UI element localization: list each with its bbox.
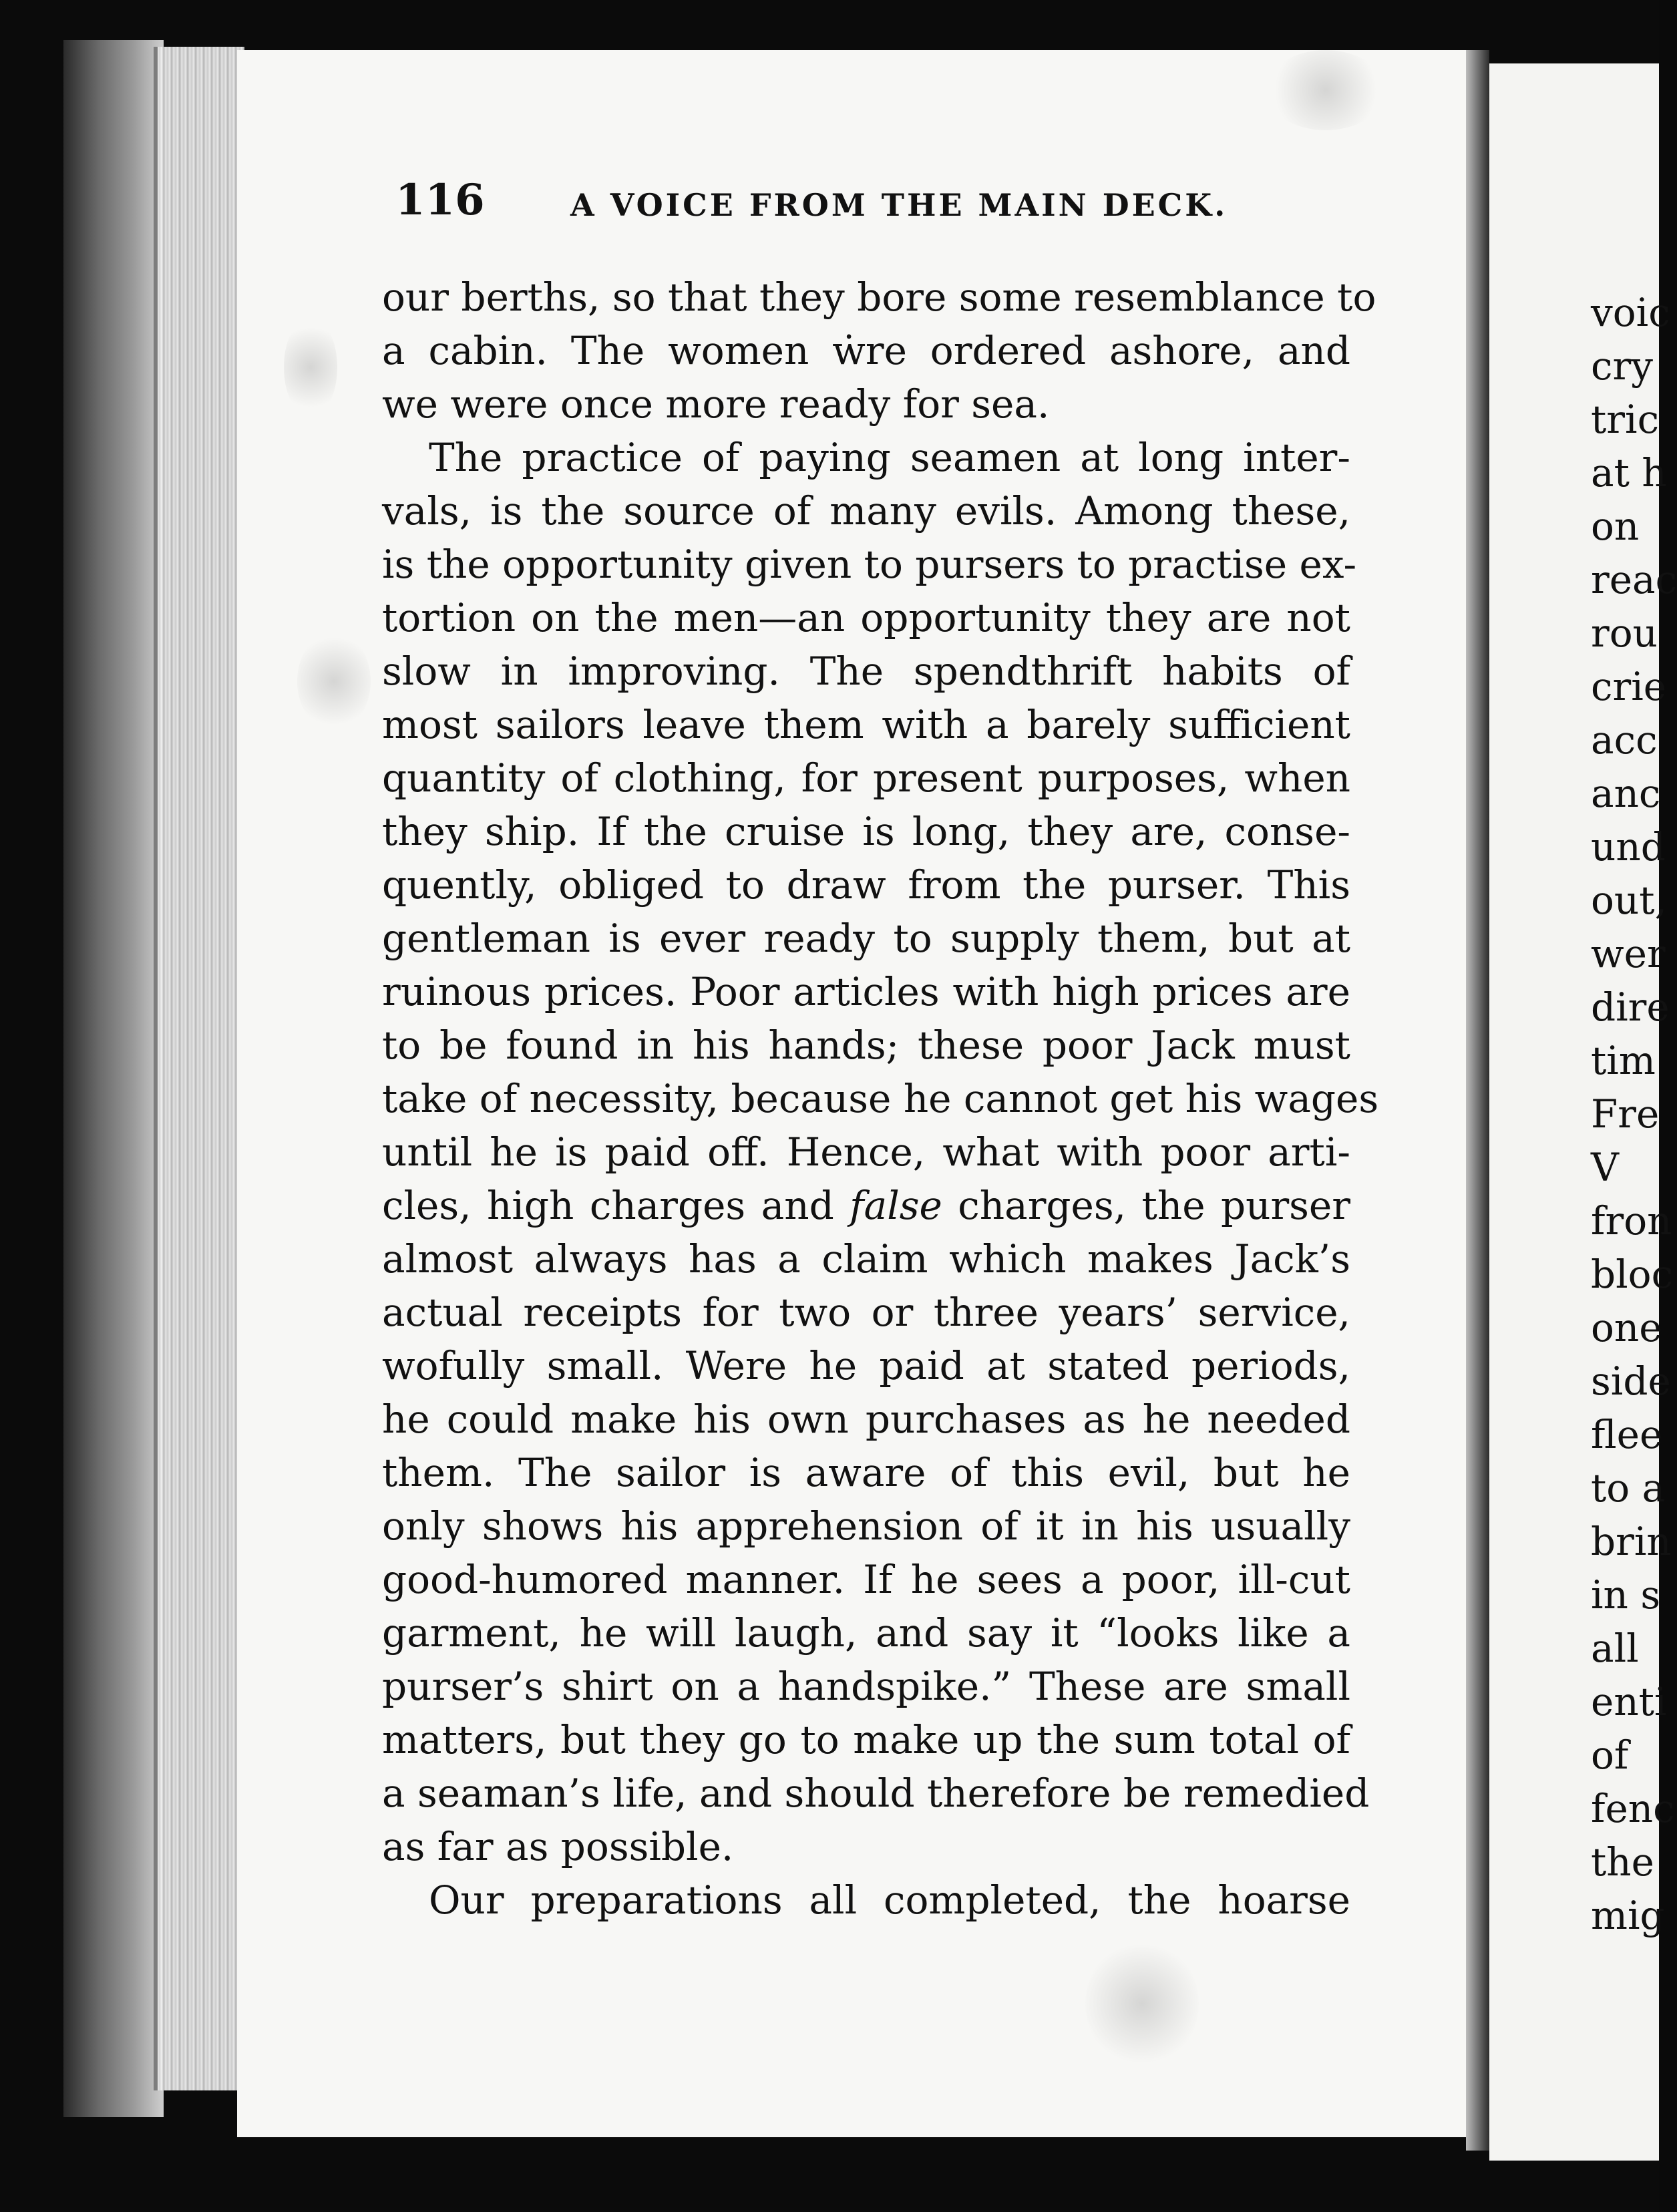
text-line: a cabin. The women ẇre ordered ashore, and [382,328,1350,373]
facing-line-fragment: Fre [1591,1091,1660,1137]
facing-line-fragment: bloc [1591,1252,1674,1297]
facing-line-fragment: tim [1591,1038,1656,1083]
text-line: until he is paid off. Hence, what with poor arti- [382,1129,1350,1175]
facing-line-fragment: reac [1591,557,1677,602]
text-line: almost always has a claim which makes Jack’s [382,1236,1350,1282]
text-line: tortion on the men—an opportunity they are not [382,595,1350,640]
text-line: he could make his own purchases as he needed [382,1397,1350,1442]
stain [284,317,337,417]
text-line: a seaman’s life, and should therefore be remedied [382,1771,1370,1816]
facing-line-fragment: mig [1591,1893,1665,1938]
text-line: quantity of clothing, for present purposes, when [382,755,1350,801]
binding-shadow [63,40,164,2117]
emphasized-word: false [850,1183,942,1228]
text-line: them. The sailor is aware of this evil, but he [382,1450,1350,1495]
facing-line-fragment: tric [1591,397,1660,442]
stain [1085,1940,1199,2067]
text-line: our berths, so that they bore some resemblance to [382,274,1376,320]
page-edges [154,47,244,2090]
text-line: gentleman is ever ready to supply them, but at [382,916,1350,961]
running-header [395,175,1350,235]
facing-line-fragment: on [1591,504,1640,549]
gutter-shadow [1466,50,1489,2151]
text-line: most sailors leave them with a barely sufficient [382,702,1350,747]
facing-line-fragment: wer [1591,931,1666,976]
text-line: garment, he will laugh, and say it “looks like a [382,1610,1350,1656]
facing-line-fragment: side [1591,1358,1671,1404]
text-line: cles, high charges and false charges, the purser [382,1183,1350,1228]
text-line: to be found in his hands; these poor Jack must [382,1023,1350,1068]
facing-line-fragment: flee [1591,1412,1663,1457]
facing-line-fragment: dire [1591,984,1670,1030]
text-line: they ship. If the cruise is long, they are, conse- [382,809,1350,854]
text-line: only shows his apprehension of it in his usually [382,1503,1350,1549]
body-text [382,270,1379,1927]
facing-line-fragment: the [1591,1839,1654,1885]
facing-line-fragment: cry [1591,343,1653,389]
text-line: The practice of paying seamen at long inter- [429,435,1350,480]
text-line: slow in improving. The spendthrift habits of [382,649,1350,694]
text-line: we were once more ready for sea. [382,381,1050,427]
facing-line-fragment: to a [1591,1465,1666,1511]
text-line: wofully small. Were he paid at stated periods, [382,1343,1350,1389]
text-line: actual receipts for two or three years’ service, [382,1290,1350,1335]
stain [1266,50,1386,130]
facing-line-fragment: fron [1591,1198,1672,1244]
facing-line-fragment: voic [1591,290,1670,335]
facing-line-fragment: of [1591,1732,1629,1778]
facing-line-fragment: rou [1591,610,1658,656]
facing-line-fragment: in s [1591,1572,1661,1618]
text-line: as far as possible. [382,1824,734,1869]
stain [297,631,371,731]
facing-line-fragment: crie [1591,664,1667,709]
facing-line-fragment: at h [1591,450,1667,496]
text-line: purser’s shirt on a handspike.” These are small [382,1664,1350,1709]
text-line: vals, is the source of many evils. Among these, [382,488,1350,534]
text-line: ruinous prices. Poor articles with high prices are [382,969,1350,1015]
facing-line-fragment: acc [1591,717,1658,763]
facing-line-fragment: V [1591,1145,1619,1190]
text-line: quently, obliged to draw from the purser. This [382,862,1350,908]
facing-page-text [1591,286,1677,1942]
facing-line-fragment: one [1591,1305,1662,1350]
page-number: 116 [395,175,485,225]
text-line: Our preparations all completed, the hoarse [429,1877,1350,1923]
facing-line-fragment: brin [1591,1519,1672,1564]
facing-line-fragment: all [1591,1626,1639,1671]
running-title: A VOICE FROM THE MAIN DECK. [570,187,1228,223]
text-line: good-humored manner. If he sees a poor, ill-cut [382,1557,1350,1602]
facing-line-fragment: anc [1591,771,1661,816]
text-line: is the opportunity given to pursers to practise ex- [382,542,1357,587]
facing-line-fragment: out, [1591,878,1668,923]
facing-line-fragment: und [1591,824,1666,870]
facing-line-fragment: enti [1591,1679,1667,1724]
facing-line-fragment: fenc [1591,1786,1675,1831]
text-line: matters, but they go to make up the sum total of [382,1717,1350,1763]
text-line: take of necessity, because he cannot get his wages [382,1076,1379,1121]
